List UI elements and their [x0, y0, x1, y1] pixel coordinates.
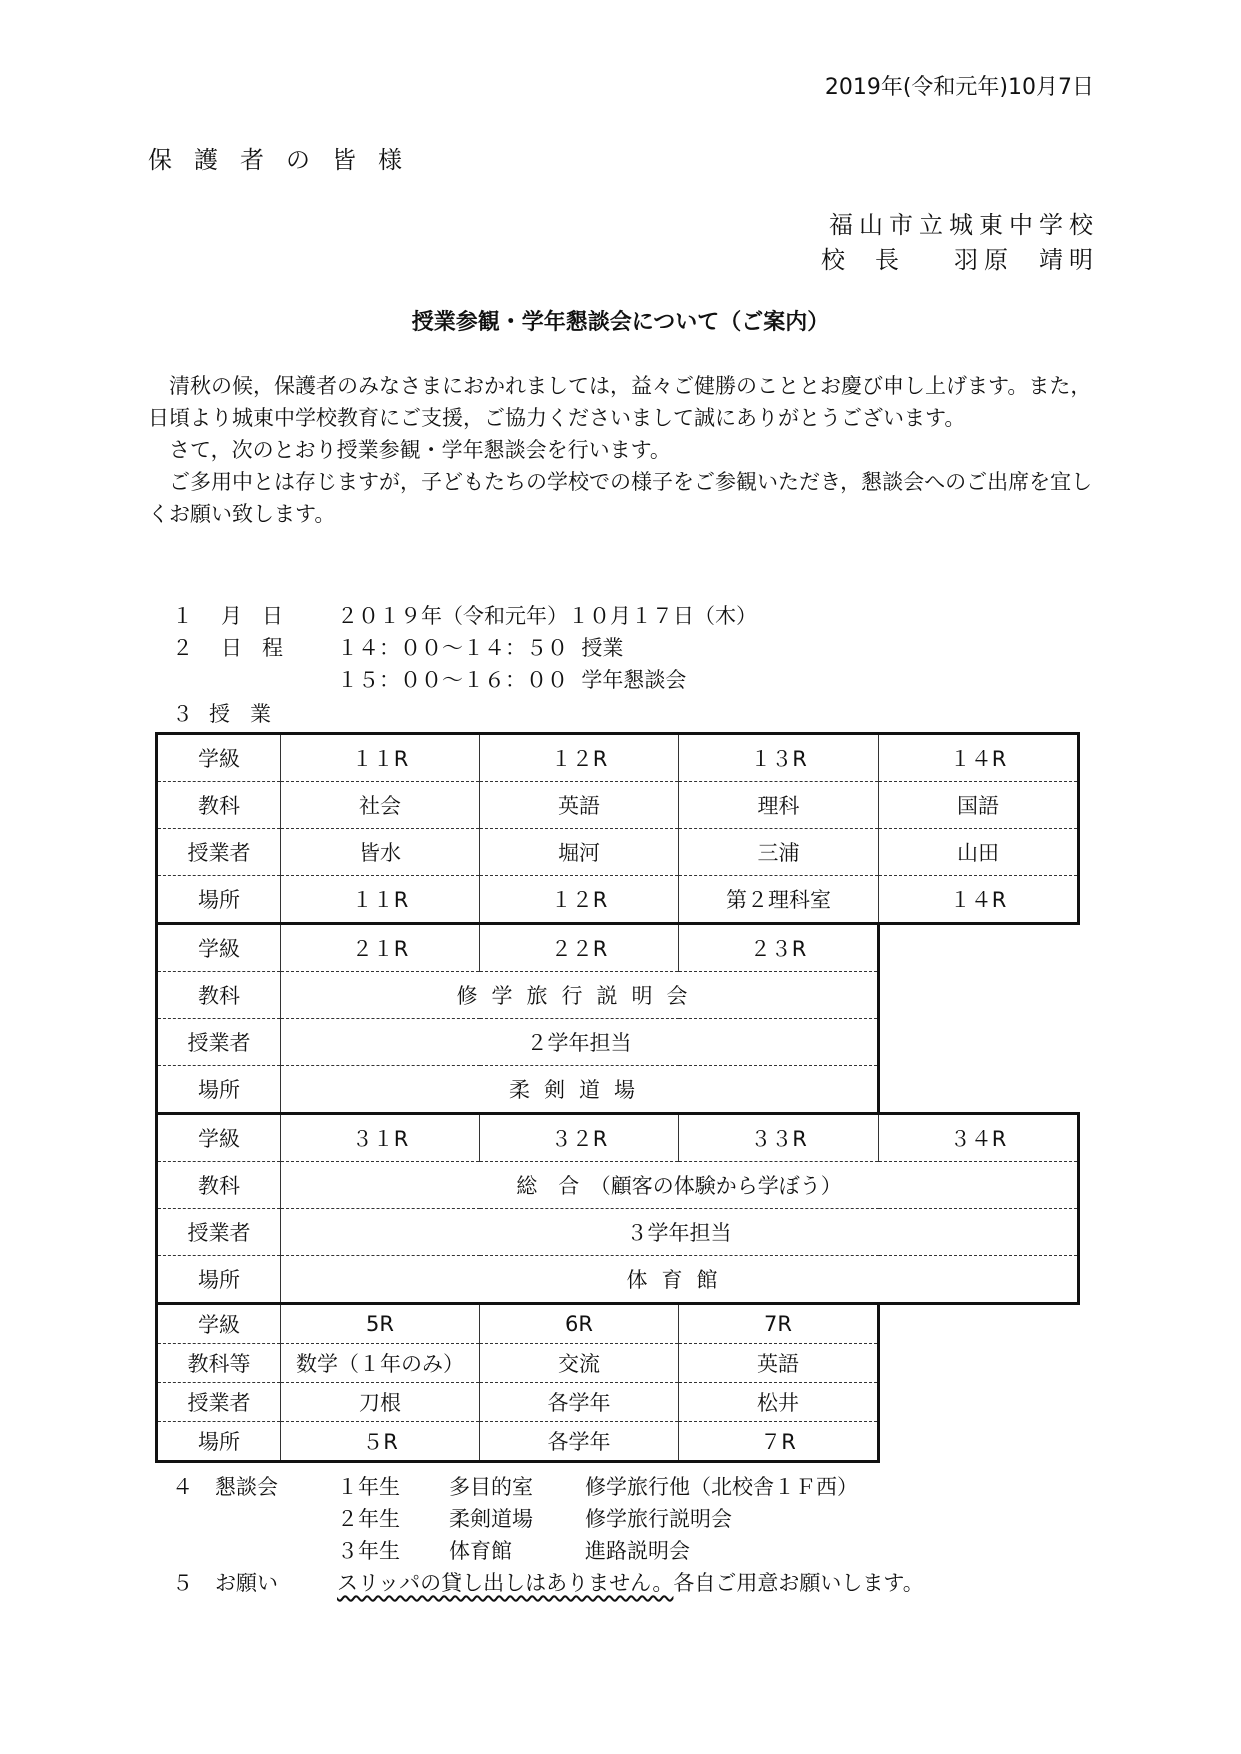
place-cell: 体育館	[281, 1256, 1079, 1304]
teacher-cell: ２学年担当	[281, 1019, 879, 1066]
request-emphasis: スリッパの貸し出しはありません。	[337, 1571, 674, 1595]
subject-cell: 英語	[679, 1344, 879, 1383]
class-cell: １２R	[480, 734, 679, 782]
item-number: １	[172, 604, 205, 628]
table-row	[157, 972, 1079, 1019]
item-conference	[172, 1470, 924, 1598]
header-cell: 場所	[157, 1256, 281, 1304]
body-paragraph: ご多用中とは存じますが，子どもたちの学校での様子をご参観いただき，懇談会へのご出席を宜しくお願い致します。	[148, 470, 1093, 526]
item-value: ２０１９年（令和元年）１０月１７日（木）	[337, 604, 757, 628]
place-cell: １１R	[281, 876, 480, 924]
header-cell: 教科	[157, 782, 281, 829]
sender-name-last: 羽原	[954, 246, 1014, 274]
table-row	[157, 1344, 1079, 1383]
place-cell: ７R	[679, 1422, 879, 1462]
teacher-cell: 三浦	[679, 829, 879, 876]
subject-cell: 交流	[480, 1344, 679, 1383]
list-item	[172, 1502, 924, 1534]
header-cell: 場所	[157, 1422, 281, 1462]
place-cell: 柔剣道場	[281, 1066, 879, 1114]
table-row	[157, 829, 1079, 876]
subject-cell: 社会	[281, 782, 480, 829]
table-row	[157, 734, 1079, 782]
class-cell: １４R	[879, 734, 1079, 782]
table-row	[157, 1209, 1079, 1256]
subject-cell: 修学旅行説明会	[281, 972, 879, 1019]
class-cell: ２１R	[281, 924, 480, 972]
schedule-event: 授業	[581, 636, 624, 660]
class-cell: ２３R	[679, 924, 879, 972]
item-schedule-row2	[337, 664, 686, 694]
item-request	[172, 1566, 924, 1598]
header-cell: 場所	[157, 1066, 281, 1114]
class-cell: １３R	[679, 734, 879, 782]
table-row	[157, 1114, 1079, 1162]
table-row	[157, 924, 1079, 972]
header-cell: 教科等	[157, 1344, 281, 1383]
item-number: ２	[172, 636, 205, 660]
header-cell: 学級	[157, 924, 281, 972]
header-cell: 場所	[157, 876, 281, 924]
header-cell: 授業者	[157, 829, 281, 876]
subject-cell: 理科	[679, 782, 879, 829]
body-text	[148, 370, 1108, 530]
table-row	[157, 1019, 1079, 1066]
table-row	[157, 876, 1079, 924]
item-label: 懇談会	[215, 1475, 278, 1499]
body-paragraph: 清秋の候，保護者のみなさまにおかれましては，益々ご健勝のこととお慶び申し上げます。また，日頃より城東中学校教育にご支援，ご協力くださいまして誠にありがとうございます。	[148, 374, 1092, 430]
conf-topic: 進路説明会	[585, 1539, 690, 1563]
table-row	[157, 1422, 1079, 1462]
table-row	[157, 1304, 1079, 1344]
subject-cell: 国語	[879, 782, 1079, 829]
body-paragraph: さて，次のとおり授業参観・学年懇談会を行います。	[169, 438, 671, 462]
list-item	[172, 1534, 924, 1566]
conf-place: 体育館	[449, 1539, 512, 1563]
teacher-cell: 山田	[879, 829, 1079, 876]
sender-name-first: 靖明	[1039, 246, 1099, 274]
class-cell: ２２R	[480, 924, 679, 972]
item-number: ５	[172, 1571, 193, 1595]
conf-topic: 修学旅行他（北校舎１Ｆ西）	[585, 1475, 858, 1499]
item-label: 月日	[221, 604, 303, 628]
schedule-time: １４：００～１４：５０	[337, 636, 568, 660]
item-label: お願い	[215, 1571, 278, 1595]
place-cell: ５R	[281, 1422, 480, 1462]
addressee: 保護者の皆様	[148, 146, 424, 174]
item-class	[172, 698, 291, 728]
place-cell: 各学年	[480, 1422, 679, 1462]
conf-topic: 修学旅行説明会	[585, 1507, 732, 1531]
sender-principal	[821, 240, 1099, 275]
teacher-cell: 堀河	[480, 829, 679, 876]
item-number: ３	[172, 702, 193, 726]
place-cell: １４R	[879, 876, 1079, 924]
place-cell: １２R	[480, 876, 679, 924]
sender-title: 校長	[821, 246, 929, 274]
conf-grade: ３年生	[337, 1539, 400, 1563]
teacher-cell: ３学年担当	[281, 1209, 1079, 1256]
class-cell: 6R	[480, 1304, 679, 1344]
item-number: ４	[172, 1475, 193, 1499]
place-cell: 第２理科室	[679, 876, 879, 924]
conf-place: 多目的室	[449, 1475, 533, 1499]
class-cell: ３４R	[879, 1114, 1079, 1162]
conf-place: 柔剣道場	[449, 1507, 533, 1531]
header-cell: 学級	[157, 1304, 281, 1344]
teacher-cell: 松井	[679, 1383, 879, 1422]
table-row	[157, 782, 1079, 829]
class-table	[155, 732, 1080, 1463]
schedule-time: １５：００～１６：００	[337, 668, 568, 692]
class-cell: ３１R	[281, 1114, 480, 1162]
subject-cell: 総 合 （顧客の体験から学ぼう）	[281, 1162, 1079, 1209]
request-rest: 各自ご用意お願いします。	[673, 1571, 924, 1595]
item-date	[172, 600, 757, 630]
item-schedule	[172, 632, 623, 662]
subject-cell: 数学（１年のみ）	[281, 1344, 480, 1383]
class-cell: 5R	[281, 1304, 480, 1344]
header-cell: 授業者	[157, 1383, 281, 1422]
conf-grade: １年生	[337, 1475, 400, 1499]
class-cell: １１R	[281, 734, 480, 782]
document-date: 2019年(令和元年)10月7日	[824, 75, 1094, 100]
schedule-event: 学年懇談会	[581, 668, 687, 692]
sender-school: 福山市立城東中学校	[829, 211, 1099, 239]
table-row	[157, 1383, 1079, 1422]
conf-grade: ２年生	[337, 1507, 400, 1531]
table-row	[157, 1162, 1079, 1209]
table-row	[157, 1256, 1079, 1304]
class-cell: ３３R	[679, 1114, 879, 1162]
item-label: 日程	[221, 636, 303, 660]
table-row	[157, 1066, 1079, 1114]
class-cell: 7R	[679, 1304, 879, 1344]
teacher-cell: 各学年	[480, 1383, 679, 1422]
class-cell: ３２R	[480, 1114, 679, 1162]
header-cell: 授業者	[157, 1209, 281, 1256]
header-cell: 教科	[157, 1162, 281, 1209]
header-cell: 授業者	[157, 1019, 281, 1066]
document-title: 授業参観・学年懇談会について（ご案内）	[411, 310, 830, 335]
teacher-cell: 刀根	[281, 1383, 480, 1422]
item-label: 授業	[209, 702, 291, 726]
teacher-cell: 皆水	[281, 829, 480, 876]
header-cell: 学級	[157, 734, 281, 782]
header-cell: 教科	[157, 972, 281, 1019]
subject-cell: 英語	[480, 782, 679, 829]
list-item	[172, 1470, 924, 1502]
header-cell: 学級	[157, 1114, 281, 1162]
